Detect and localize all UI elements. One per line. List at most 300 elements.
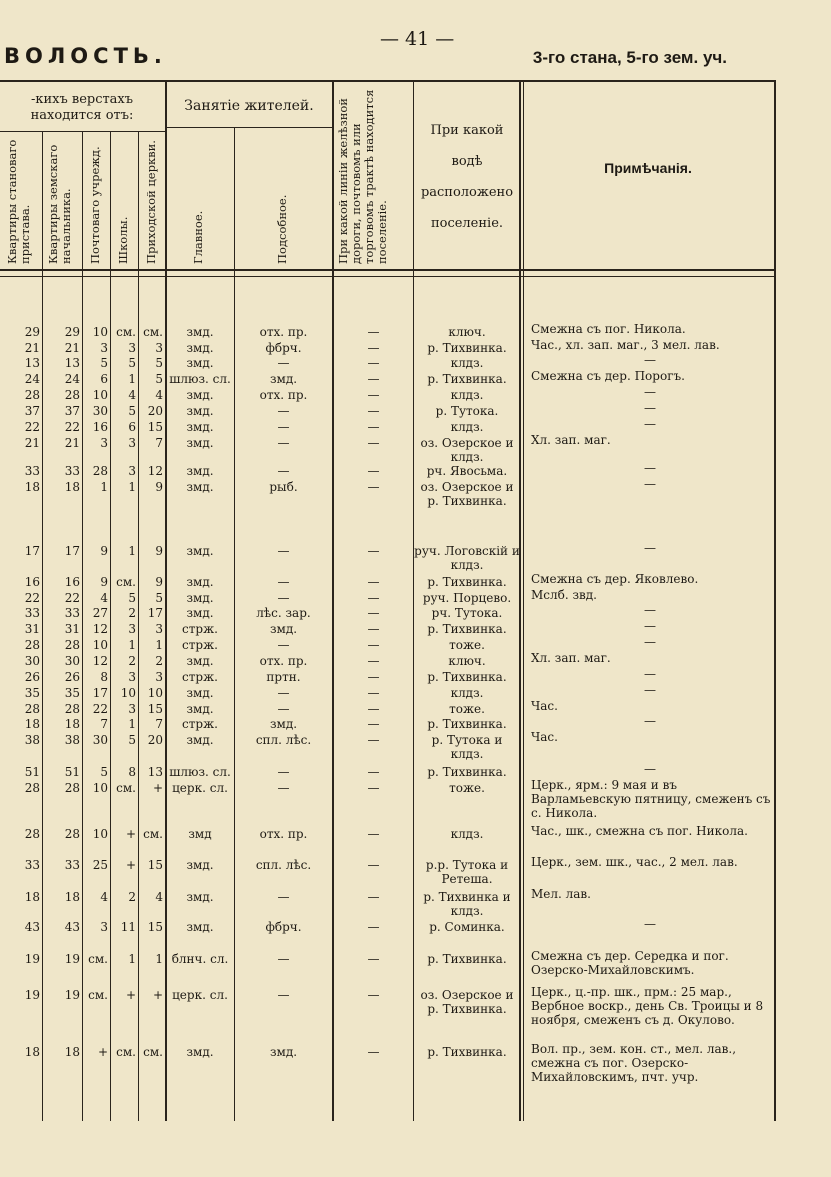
row-30-cell-c: см. [88, 988, 108, 1002]
row-24-water: тоже. [449, 781, 485, 795]
row-9-cell-e: 12 [147, 464, 163, 478]
occupation-group-rule [165, 127, 332, 128]
row-5-cell-f: змд. [186, 388, 214, 402]
row-21-cell-d: 1 [128, 717, 136, 731]
col-divider-2 [82, 131, 83, 1121]
row-16-cell-g: — [277, 638, 290, 652]
row-18-cell-f: стрж. [182, 670, 218, 684]
row-15-cell-g: змд. [269, 622, 298, 636]
row-2-cell-e: 3 [155, 341, 163, 355]
row-11-cell-h: — [367, 544, 380, 558]
occupation-group-header: Занятіе жителей. [184, 98, 314, 114]
row-21-cell-h: — [367, 717, 380, 731]
row-17-note: Хл. зап. маг. [531, 651, 611, 665]
row-29-cell-e: 1 [155, 952, 163, 966]
row-6-water: р. Тутока. [435, 404, 499, 418]
row-30-cell-h: — [367, 988, 380, 1002]
row-29-cell-c: см. [88, 952, 108, 966]
row-28-cell-f: змд. [186, 920, 214, 934]
row-16-cell-a: 28 [24, 638, 40, 652]
row-27-cell-c: 4 [100, 890, 108, 904]
row-14-water: рч. Тутока. [431, 606, 503, 620]
row-20-cell-f: змд. [186, 702, 214, 716]
row-5-cell-e: 4 [155, 388, 163, 402]
row-4-cell-g: змд. [269, 372, 298, 386]
row-30-cell-f: церк. сл. [172, 988, 228, 1002]
row-19-water: клдз. [450, 686, 484, 700]
row-28-cell-h: — [367, 920, 380, 934]
row-2-cell-c: 3 [100, 341, 108, 355]
row-1-cell-e: см. [143, 325, 163, 339]
row-13-cell-h: — [367, 591, 380, 605]
row-17-cell-e: 2 [155, 654, 163, 668]
row-1-cell-h: — [367, 325, 380, 339]
row-9-cell-g: — [277, 464, 290, 478]
row-15-water: р. Тихвинка. [427, 622, 507, 636]
row-25-water: клдз. [450, 827, 484, 841]
row-23-note: — [644, 762, 656, 776]
row-6-cell-g: — [277, 404, 290, 418]
row-15-note: — [644, 619, 656, 633]
row-28-cell-a: 43 [24, 920, 40, 934]
row-7-water: клдз. [450, 420, 484, 434]
row-16-cell-d: 1 [128, 638, 136, 652]
row-3-note: — [644, 353, 656, 367]
row-8-cell-a: 21 [24, 436, 40, 450]
row-20-cell-c: 22 [92, 702, 108, 716]
col-header-notes: Примѣчанія. [604, 160, 692, 176]
row-4-cell-d: 1 [128, 372, 136, 386]
row-22-cell-h: — [367, 733, 380, 747]
row-28-cell-b: 43 [64, 920, 80, 934]
col-header-water: При какой водѣ расположено поселеніе. [420, 123, 514, 231]
col-header-main-occupation: Главное. [191, 210, 205, 264]
row-23-cell-b: 51 [64, 765, 80, 779]
row-2-water: р. Тихвинка. [427, 341, 507, 355]
row-17-cell-a: 30 [24, 654, 40, 668]
row-23-cell-e: 13 [147, 765, 163, 779]
row-12-cell-d: см. [116, 575, 136, 589]
row-3-cell-c: 5 [100, 356, 108, 370]
row-10-water: оз. Озерское и р. Тихвинка. [420, 480, 514, 508]
row-26-cell-f: змд. [186, 858, 214, 872]
row-29-water: р. Тихвинка. [427, 952, 507, 966]
row-27-cell-b: 18 [64, 890, 80, 904]
col-divider-9b [523, 82, 524, 1121]
row-10-cell-e: 9 [155, 480, 163, 494]
row-5-cell-g: отх. пр. [259, 388, 308, 402]
col-divider-6 [234, 127, 235, 1121]
row-9-cell-d: 3 [128, 464, 136, 478]
row-16-cell-h: — [367, 638, 380, 652]
row-8-cell-b: 21 [64, 436, 80, 450]
row-19-cell-c: 17 [92, 686, 108, 700]
row-3-cell-g: — [277, 356, 290, 370]
row-10-note: — [644, 477, 656, 491]
row-7-cell-a: 22 [24, 420, 40, 434]
row-29-cell-d: 1 [128, 952, 136, 966]
row-16-note: — [644, 635, 656, 649]
row-16-cell-e: 1 [155, 638, 163, 652]
row-30-note: Церк., ц.-пр. шк., прм.: 25 мар., Вербное воскр., день Св. Троицы и 8 ноября, смеженъ съ д. Окулово. [531, 985, 764, 1027]
row-20-cell-g: — [277, 702, 290, 716]
row-17-cell-d: 2 [128, 654, 136, 668]
row-19-cell-g: — [277, 686, 290, 700]
row-9-cell-h: — [367, 464, 380, 478]
row-16-cell-f: стрж. [182, 638, 218, 652]
row-14-note: — [644, 603, 656, 617]
row-22-cell-d: 5 [128, 733, 136, 747]
page-heading-volost: ВОЛОСТЬ. [4, 44, 167, 68]
row-4-water: р. Тихвинка. [427, 372, 507, 386]
row-6-cell-f: змд. [186, 404, 214, 418]
col-divider-7 [332, 82, 334, 1121]
row-12-cell-a: 16 [24, 575, 40, 589]
row-13-cell-b: 22 [64, 591, 80, 605]
row-24-cell-c: 10 [92, 781, 108, 795]
row-15-cell-d: 3 [128, 622, 136, 636]
row-1-cell-c: 10 [92, 325, 108, 339]
row-19-cell-e: 10 [147, 686, 163, 700]
row-26-note: Церк., зем. шк., час., 2 мел. лав. [531, 855, 738, 869]
row-29-cell-h: — [367, 952, 380, 966]
row-22-cell-a: 38 [24, 733, 40, 747]
row-25-note: Час., шк., смежна съ пог. Никола. [531, 824, 748, 838]
row-6-cell-h: — [367, 404, 380, 418]
row-19-note: — [644, 683, 656, 697]
row-12-cell-b: 16 [64, 575, 80, 589]
row-16-cell-c: 10 [92, 638, 108, 652]
row-20-cell-a: 28 [24, 702, 40, 716]
row-9-cell-b: 33 [64, 464, 80, 478]
row-25-cell-e: см. [143, 827, 163, 841]
row-15-cell-e: 3 [155, 622, 163, 636]
row-1-cell-b: 29 [64, 325, 80, 339]
row-30-cell-e: + [152, 988, 163, 1002]
page-heading-district: 3-го стана, 5-го зем. уч. [532, 48, 727, 67]
row-31-cell-e: см. [143, 1045, 163, 1059]
row-11-cell-g: — [277, 544, 290, 558]
row-3-cell-e: 5 [155, 356, 163, 370]
row-28-cell-c: 3 [100, 920, 108, 934]
row-24-cell-b: 28 [64, 781, 80, 795]
row-11-cell-b: 17 [64, 544, 80, 558]
row-10-cell-a: 18 [24, 480, 40, 494]
row-25-cell-f: змд [188, 827, 212, 841]
row-21-cell-e: 7 [155, 717, 163, 731]
row-18-cell-c: 8 [100, 670, 108, 684]
row-28-cell-d: 11 [120, 920, 136, 934]
row-21-cell-g: змд. [269, 717, 298, 731]
row-5-note: — [644, 385, 656, 399]
row-21-water: р. Тихвинка. [427, 717, 507, 731]
row-16-cell-b: 28 [64, 638, 80, 652]
col-divider-3 [110, 131, 111, 1121]
row-8-cell-e: 7 [155, 436, 163, 450]
row-30-water: оз. Озерское и р. Тихвинка. [420, 988, 514, 1016]
row-14-cell-f: змд. [186, 606, 214, 620]
row-3-cell-h: — [367, 356, 380, 370]
row-7-cell-d: 6 [128, 420, 136, 434]
row-17-water: ключ. [448, 654, 486, 668]
row-15-cell-h: — [367, 622, 380, 636]
col-header-aux-occupation: Подсобное. [275, 194, 289, 264]
row-27-cell-f: змд. [186, 890, 214, 904]
row-29-cell-f: блнч. сл. [171, 952, 229, 966]
row-28-water: р. Соминка. [429, 920, 505, 934]
row-25-cell-h: — [367, 827, 380, 841]
row-31-water: р. Тихвинка. [427, 1045, 507, 1059]
row-11-note: — [644, 541, 656, 555]
col-header-stanovoy: Квартиры становаго пристава. [5, 139, 32, 264]
row-27-cell-d: 2 [128, 890, 136, 904]
row-31-cell-d: см. [116, 1045, 136, 1059]
row-10-cell-h: — [367, 480, 380, 494]
row-28-note: — [644, 917, 656, 931]
row-20-cell-d: 3 [128, 702, 136, 716]
row-13-cell-f: змд. [186, 591, 214, 605]
row-24-note: Церк., ярм.: 9 мая и въ Варламьевскую пятницу, смеженъ съ с. Никола. [531, 778, 771, 820]
col-divider-1 [42, 131, 43, 1121]
row-11-cell-a: 17 [24, 544, 40, 558]
row-12-cell-f: змд. [186, 575, 214, 589]
row-6-cell-a: 37 [24, 404, 40, 418]
row-29-cell-a: 19 [24, 952, 40, 966]
row-11-cell-f: змд. [186, 544, 214, 558]
row-22-water: р. Тутока и клдз. [431, 733, 503, 761]
col-header-zemsky: Квартиры земскаго начальника. [46, 144, 73, 264]
row-31-note: Вол. пр., зем. кон. ст., мел. лав., смежна съ пог. Озерско-Михайловскимъ, пчт. учр. [531, 1042, 737, 1084]
row-26-cell-c: 25 [92, 858, 108, 872]
table-header-rule [0, 269, 776, 271]
row-10-cell-f: змд. [186, 480, 214, 494]
row-14-cell-g: лѣс. зар. [256, 606, 311, 620]
row-2-cell-b: 21 [64, 341, 80, 355]
row-19-cell-f: змд. [186, 686, 214, 700]
row-1-cell-g: отх. пр. [259, 325, 308, 339]
table-top-rule [0, 80, 776, 82]
row-21-cell-a: 18 [24, 717, 40, 731]
row-21-cell-b: 18 [64, 717, 80, 731]
row-8-cell-h: — [367, 436, 380, 450]
row-12-cell-h: — [367, 575, 380, 589]
row-20-cell-b: 28 [64, 702, 80, 716]
row-27-water: р. Тихвинка и клдз. [423, 890, 511, 918]
row-25-cell-b: 28 [64, 827, 80, 841]
row-3-cell-d: 5 [128, 356, 136, 370]
row-3-water: клдз. [450, 356, 484, 370]
row-10-cell-c: 1 [100, 480, 108, 494]
row-7-cell-f: змд. [186, 420, 214, 434]
row-18-cell-e: 3 [155, 670, 163, 684]
row-6-cell-b: 37 [64, 404, 80, 418]
row-18-cell-a: 26 [24, 670, 40, 684]
row-29-note: Смежна съ дер. Середка и пог. Озерско-Михайловскимъ. [531, 949, 729, 977]
row-13-cell-a: 22 [24, 591, 40, 605]
row-3-cell-a: 13 [24, 356, 40, 370]
row-22-cell-b: 38 [64, 733, 80, 747]
row-1-note: Смежна съ пог. Никола. [531, 322, 686, 336]
row-2-cell-d: 3 [128, 341, 136, 355]
row-22-note: Час. [531, 730, 558, 744]
row-7-cell-h: — [367, 420, 380, 434]
row-13-note: Мслб. звд. [531, 588, 597, 602]
row-18-cell-d: 3 [128, 670, 136, 684]
row-14-cell-b: 33 [64, 606, 80, 620]
row-10-cell-d: 1 [128, 480, 136, 494]
row-7-cell-c: 16 [92, 420, 108, 434]
row-5-cell-d: 4 [128, 388, 136, 402]
row-10-cell-b: 18 [64, 480, 80, 494]
row-20-cell-h: — [367, 702, 380, 716]
row-19-cell-d: 10 [120, 686, 136, 700]
row-8-cell-d: 3 [128, 436, 136, 450]
row-19-cell-h: — [367, 686, 380, 700]
row-7-cell-e: 15 [147, 420, 163, 434]
row-5-water: клдз. [450, 388, 484, 402]
row-31-cell-h: — [367, 1045, 380, 1059]
row-13-cell-d: 5 [128, 591, 136, 605]
col-header-school: Школы. [116, 216, 130, 264]
row-4-cell-a: 24 [24, 372, 40, 386]
row-5-cell-b: 28 [64, 388, 80, 402]
row-26-cell-e: 15 [147, 858, 163, 872]
row-7-cell-g: — [277, 420, 290, 434]
row-4-note: Смежна съ дер. Порогъ. [531, 369, 685, 383]
row-21-note: — [644, 714, 656, 728]
row-22-cell-e: 20 [147, 733, 163, 747]
row-1-cell-d: см. [116, 325, 136, 339]
row-15-cell-b: 31 [64, 622, 80, 636]
row-31-cell-f: змд. [186, 1045, 214, 1059]
row-6-cell-e: 20 [147, 404, 163, 418]
row-12-note: Смежна съ дер. Яковлево. [531, 572, 699, 586]
row-4-cell-e: 5 [155, 372, 163, 386]
row-6-cell-d: 5 [128, 404, 136, 418]
row-17-cell-c: 12 [92, 654, 108, 668]
row-24-cell-e: + [152, 781, 163, 795]
row-30-cell-d: + [125, 988, 136, 1002]
row-15-cell-a: 31 [24, 622, 40, 636]
row-30-cell-b: 19 [64, 988, 80, 1002]
row-13-water: руч. Порцево. [422, 591, 512, 605]
row-7-cell-b: 22 [64, 420, 80, 434]
row-20-water: тоже. [449, 702, 485, 716]
row-30-cell-a: 19 [24, 988, 40, 1002]
row-11-water: руч. Логовскій и клдз. [414, 544, 520, 572]
row-29-cell-b: 19 [64, 952, 80, 966]
row-14-cell-c: 27 [92, 606, 108, 620]
row-29-cell-g: — [277, 952, 290, 966]
row-23-cell-d: 8 [128, 765, 136, 779]
row-20-cell-e: 15 [147, 702, 163, 716]
row-28-cell-g: фбрч. [265, 920, 302, 934]
row-27-cell-g: — [277, 890, 290, 904]
row-1-cell-a: 29 [24, 325, 40, 339]
row-8-note: Хл. зап. маг. [531, 433, 611, 447]
row-23-water: р. Тихвинка. [427, 765, 507, 779]
row-3-cell-f: змд. [186, 356, 214, 370]
row-27-cell-h: — [367, 890, 380, 904]
row-27-cell-e: 4 [155, 890, 163, 904]
row-17-cell-g: отх. пр. [259, 654, 308, 668]
row-13-cell-g: — [277, 591, 290, 605]
row-18-cell-g: пртн. [266, 670, 301, 684]
row-11-cell-d: 1 [128, 544, 136, 558]
row-23-cell-h: — [367, 765, 380, 779]
row-5-cell-h: — [367, 388, 380, 402]
row-25-cell-c: 10 [92, 827, 108, 841]
row-6-cell-c: 30 [92, 404, 108, 418]
row-12-cell-e: 9 [155, 575, 163, 589]
page-number: — 41 — [380, 28, 455, 50]
row-19-cell-a: 35 [24, 686, 40, 700]
row-23-cell-a: 51 [24, 765, 40, 779]
row-30-cell-g: — [277, 988, 290, 1002]
row-25-cell-d: + [125, 827, 136, 841]
row-5-cell-c: 10 [92, 388, 108, 402]
row-18-note: — [644, 667, 656, 681]
row-17-cell-b: 30 [64, 654, 80, 668]
row-31-cell-g: змд. [269, 1045, 298, 1059]
row-9-note: — [644, 461, 656, 475]
row-14-cell-e: 17 [147, 606, 163, 620]
row-5-cell-a: 28 [24, 388, 40, 402]
row-7-note: — [644, 417, 656, 431]
col-divider-4 [138, 131, 139, 1121]
row-2-cell-a: 21 [24, 341, 40, 355]
row-2-note: Час., хл. зап. маг., 3 мел. лав. [531, 338, 720, 352]
row-24-cell-g: — [277, 781, 290, 795]
row-20-note: Час. [531, 699, 558, 713]
row-10-cell-g: рыб. [269, 480, 298, 494]
row-11-cell-c: 9 [100, 544, 108, 558]
row-31-cell-c: + [97, 1045, 108, 1059]
row-23-cell-f: шлюз. сл. [169, 765, 231, 779]
row-16-water: тоже. [449, 638, 485, 652]
row-12-water: р. Тихвинка. [427, 575, 507, 589]
row-22-cell-f: змд. [186, 733, 214, 747]
table-header-rule-thin [0, 276, 776, 277]
row-13-cell-c: 4 [100, 591, 108, 605]
col-header-church: Приходской церкви. [144, 140, 158, 264]
row-27-note: Мел. лав. [531, 887, 591, 901]
row-14-cell-h: — [367, 606, 380, 620]
row-14-cell-d: 2 [128, 606, 136, 620]
row-22-cell-c: 30 [92, 733, 108, 747]
row-4-cell-f: шлюз. сл. [169, 372, 231, 386]
row-9-water: рч. Явосьма. [426, 464, 508, 478]
row-8-cell-c: 3 [100, 436, 108, 450]
row-26-cell-h: — [367, 858, 380, 872]
row-23-cell-c: 5 [100, 765, 108, 779]
row-18-cell-h: — [367, 670, 380, 684]
row-31-cell-a: 18 [24, 1045, 40, 1059]
row-8-water: оз. Озерское и клдз. [420, 436, 514, 464]
row-17-cell-f: змд. [186, 654, 214, 668]
row-21-cell-c: 7 [100, 717, 108, 731]
row-8-cell-g: — [277, 436, 290, 450]
row-21-cell-f: стрж. [182, 717, 218, 731]
row-9-cell-a: 33 [24, 464, 40, 478]
row-28-cell-e: 15 [147, 920, 163, 934]
row-26-cell-b: 33 [64, 858, 80, 872]
row-24-cell-f: церк. сл. [172, 781, 228, 795]
row-2-cell-h: — [367, 341, 380, 355]
row-24-cell-h: — [367, 781, 380, 795]
row-1-cell-f: змд. [186, 325, 214, 339]
row-1-water: ключ. [448, 325, 486, 339]
